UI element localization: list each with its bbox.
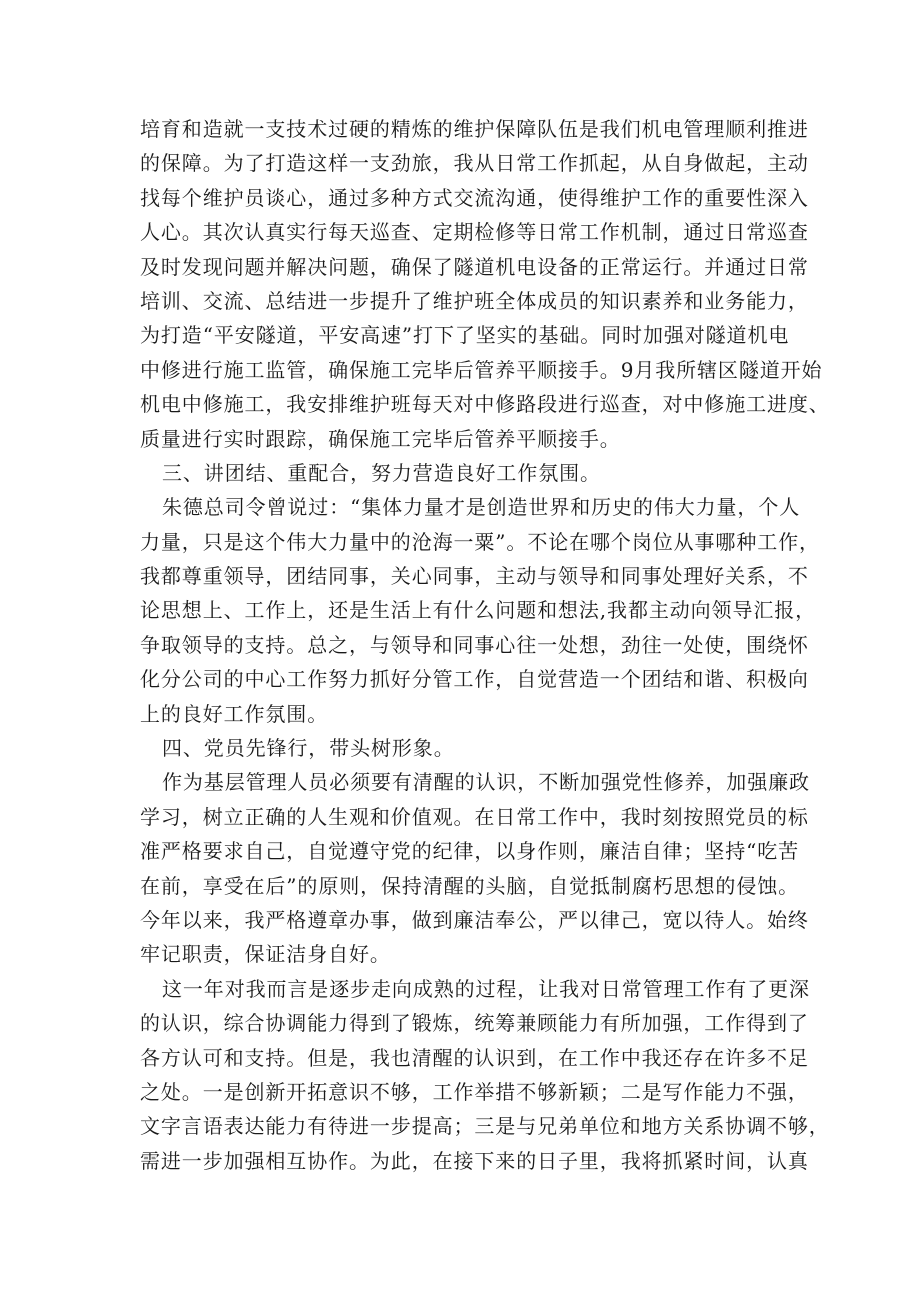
- text-line: 为打造“平安隧道，平安高速”打下了坚实的基础。同时加强对隧道机电: [140, 323, 790, 348]
- text-line: 人心。其次认真实行每天巡查、定期检修等日常工作机制，通过日常巡查: [140, 220, 809, 245]
- document-body: [140, 112, 830, 1178]
- text-line: 文字言语表达能力有待进一步提高；三是与兄弟单位和地方关系协调不够，: [140, 1114, 830, 1139]
- text-line: 之处。一是创新开拓意识不够，工作举措不够新颖；二是写作能力不强，: [140, 1079, 809, 1104]
- text-line: 朱德总司令曾说过：“集体力量才是创造世界和历史的伟大力量，个人: [162, 495, 801, 520]
- text-line: 的保障。为了打造这样一支劲旅，我从日常工作抓起，从自身做起，主动: [140, 151, 809, 176]
- text-line: 准严格要求自己，自觉遵守党的纪律，以身作则，廉洁自律；坚持“吃苦: [140, 839, 800, 864]
- text-line: 今年以来，我严格遵章办事，做到廉洁奉公，严以律己，宽以待人。始终: [140, 907, 809, 932]
- text-line: 学习，树立正确的人生观和价值观。在日常工作中，我时刻按照党员的标: [140, 804, 809, 829]
- text-line: 的认识，综合协调能力得到了锻炼，统筹兼顾能力有所加强，工作得到了: [140, 1011, 809, 1036]
- text-line: 中修进行施工监管，确保施工完毕后管养平顺接手。9月我所辖区隧道开始: [140, 357, 823, 382]
- text-line: 三、讲团结、重配合，努力营造良好工作氛围。: [162, 460, 601, 485]
- text-line: 需进一步加强相互协作。为此，在接下来的日子里，我将抓紧时间，认真: [140, 1148, 809, 1173]
- text-line: 力量，只是这个伟大力量中的沧海一粟”。不论在哪个岗位从事哪种工作，: [140, 529, 820, 554]
- text-line: 质量进行实时跟踪，确保施工完毕后管养平顺接手。: [140, 426, 621, 451]
- text-line: 在前，享受在后”的原则，保持清醒的头脑，自觉抵制腐朽思想的侵蚀。: [140, 873, 800, 898]
- text-line: 牢记职责，保证洁身自好。: [140, 942, 391, 967]
- text-line: 化分公司的中心工作努力抓好分管工作，自觉营造一个团结和谐、积极向: [140, 667, 809, 692]
- text-line: 论思想上、工作上，还是生活上有什么问题和想法,我都主动向领导汇报，: [140, 598, 817, 623]
- text-line: 培训、交流、总结进一步提升了维护班全体成员的知识素养和业务能力，: [140, 288, 809, 313]
- text-line: 作为基层管理人员必须要有清醒的认识，不断加强党性修养，加强廉政: [162, 770, 810, 795]
- text-line: 我都尊重领导，团结同事，关心同事，主动与领导和同事处理好关系，不: [140, 564, 809, 589]
- text-line: 上的良好工作氛围。: [140, 701, 329, 726]
- text-line: 找每个维护员谈心，通过多种方式交流沟通，使得维护工作的重要性深入: [140, 185, 809, 210]
- text-line: 机电中修施工，我安排维护班每天对中修路段进行巡查，对中修施工进度、: [140, 392, 830, 417]
- text-line: 培育和造就一支技术过硬的精炼的维护保障队伍是我们机电管理顺利推进: [140, 117, 809, 141]
- text-line: 这一年对我而言是逐步走向成熟的过程，让我对日常管理工作有了更深: [162, 976, 810, 1001]
- text-line: 及时发现问题并解决问题，确保了隧道机电设备的正常运行。并通过日常: [140, 254, 809, 279]
- text-line: 争取领导的支持。总之，与领导和同事心往一处想，劲往一处使，围绕怀: [140, 632, 809, 657]
- text-line: 各方认可和支持。但是，我也清醒的认识到，在工作中我还存在许多不足: [140, 1045, 809, 1070]
- text-line: 四、党员先锋行，带头树形象。: [162, 736, 455, 761]
